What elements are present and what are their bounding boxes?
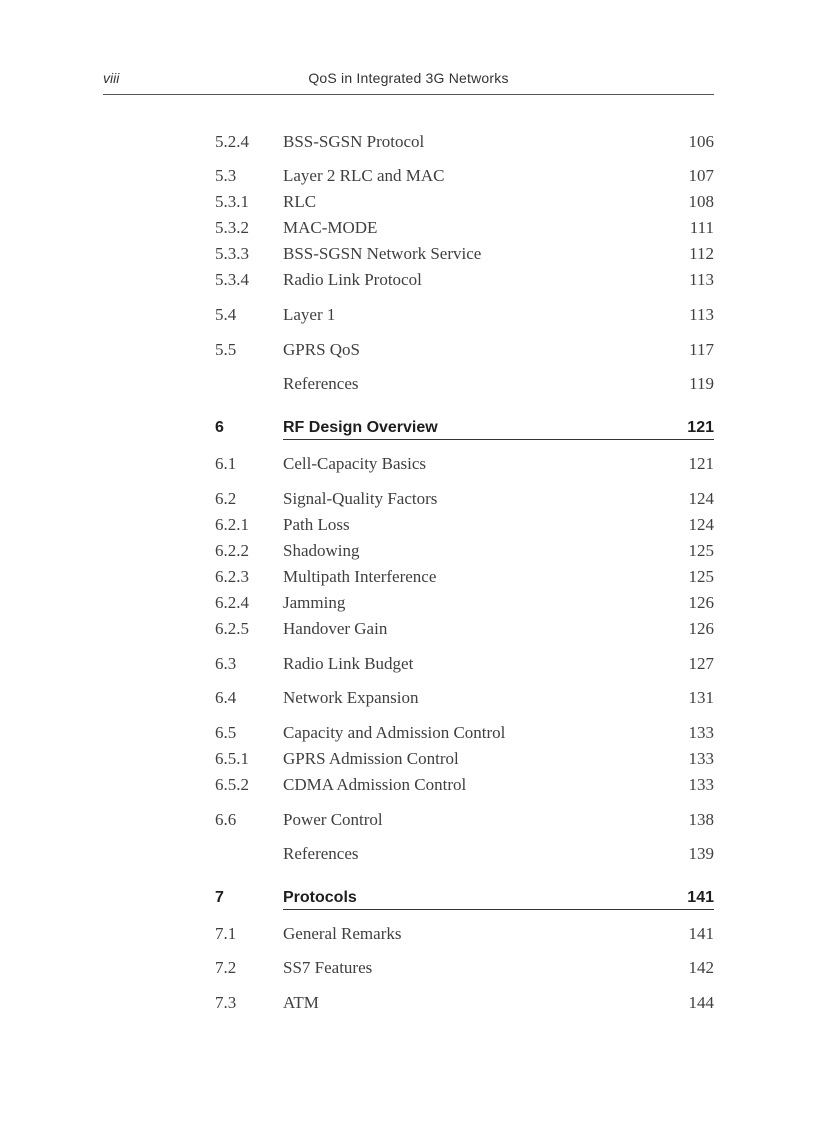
- toc-entry[interactable]: [215, 132, 714, 156]
- section-title: Layer 2 RLC and MAC: [283, 166, 445, 185]
- section-title: SS7 Features: [283, 958, 373, 977]
- toc-entry[interactable]: [215, 305, 714, 329]
- page-number: 141: [688, 924, 714, 943]
- page-number: 119: [689, 374, 714, 393]
- section-number: 6.5: [215, 723, 237, 742]
- section-number: 6.1: [215, 454, 237, 473]
- section-number: 5.3.2: [215, 218, 249, 237]
- toc-entry[interactable]: [215, 270, 714, 294]
- section-title: BSS-SGSN Network Service: [283, 244, 482, 263]
- section-title: Network Expansion: [283, 688, 419, 707]
- section-title: Shadowing: [283, 541, 360, 560]
- section-number: 6.4: [215, 688, 237, 707]
- toc-entry[interactable]: [215, 958, 714, 982]
- section-title: Capacity and Admission Control: [283, 723, 506, 742]
- toc-entry[interactable]: [215, 924, 714, 948]
- toc-entry[interactable]: [215, 374, 714, 398]
- page-number: 133: [688, 723, 714, 742]
- page-number: 127: [688, 654, 714, 673]
- section-title: MAC-MODE: [283, 218, 378, 237]
- page-number: 121: [688, 454, 714, 473]
- section-number: 6.5.2: [215, 775, 249, 794]
- page-number: 133: [688, 749, 714, 768]
- toc-entry[interactable]: [215, 244, 714, 268]
- section-title: BSS-SGSN Protocol: [283, 132, 425, 151]
- toc-entry[interactable]: [215, 515, 714, 539]
- section-number: 5.5: [215, 340, 237, 359]
- toc-entry[interactable]: [215, 619, 714, 643]
- section-title: CDMA Admission Control: [283, 775, 467, 794]
- section-number: 6.3: [215, 654, 237, 673]
- page-number: 144: [688, 993, 714, 1012]
- page-number: 125: [688, 567, 714, 586]
- section-number: 5.4: [215, 305, 237, 324]
- section-title: Radio Link Budget: [283, 654, 414, 673]
- section-number: 6.6: [215, 810, 237, 829]
- section-number: 6.2.4: [215, 593, 249, 612]
- section-number: 5.3.4: [215, 270, 249, 289]
- chapter-number: 7: [215, 889, 224, 906]
- page-number: 141: [687, 889, 714, 906]
- page-number: 124: [688, 489, 714, 508]
- section-number: 6.2.2: [215, 541, 249, 560]
- page-number: 121: [687, 419, 714, 436]
- section-number: 5.3.3: [215, 244, 249, 263]
- chapter-title: Protocols: [283, 889, 357, 906]
- page-number: 138: [688, 810, 714, 829]
- page-number: 111: [689, 218, 714, 237]
- page-number: 126: [688, 619, 714, 638]
- chapter-rule: [283, 439, 714, 440]
- section-number: 5.3: [215, 166, 237, 185]
- toc-entry[interactable]: [215, 654, 714, 678]
- section-number: 5.2.4: [215, 132, 249, 151]
- chapter-entry[interactable]: [215, 889, 714, 913]
- page-number: 126: [688, 593, 714, 612]
- section-number: 7.3: [215, 993, 237, 1012]
- toc-entry[interactable]: [215, 218, 714, 242]
- toc-entry[interactable]: [215, 567, 714, 591]
- section-title: Handover Gain: [283, 619, 388, 638]
- toc-entry[interactable]: [215, 166, 714, 190]
- section-title: Multipath Interference: [283, 567, 437, 586]
- page-number: 112: [689, 244, 714, 263]
- section-title: Cell-Capacity Basics: [283, 454, 427, 473]
- section-title: Path Loss: [283, 515, 350, 534]
- page-number: 124: [688, 515, 714, 534]
- chapter-rule: [283, 909, 714, 910]
- toc-entry[interactable]: [215, 810, 714, 834]
- toc-entry[interactable]: [215, 593, 714, 617]
- toc-entry[interactable]: [215, 993, 714, 1017]
- chapter-entry[interactable]: [215, 419, 714, 443]
- section-title: Power Control: [283, 810, 383, 829]
- page-number: 113: [689, 270, 714, 289]
- toc-entry[interactable]: [215, 541, 714, 565]
- toc-entry[interactable]: [215, 844, 714, 868]
- section-number: 6.5.1: [215, 749, 249, 768]
- toc-entry[interactable]: [215, 723, 714, 747]
- chapter-number: 6: [215, 419, 224, 436]
- section-title: Signal-Quality Factors: [283, 489, 438, 508]
- section-number: 5.3.1: [215, 192, 249, 211]
- page-number: 139: [688, 844, 714, 863]
- page-number: 133: [688, 775, 714, 794]
- page-number: 131: [688, 688, 714, 707]
- section-title: ATM: [283, 993, 319, 1012]
- section-title: Radio Link Protocol: [283, 270, 422, 289]
- section-title: GPRS QoS: [283, 340, 361, 359]
- toc-entry[interactable]: [215, 775, 714, 799]
- section-title: RLC: [283, 192, 317, 211]
- section-title: General Remarks: [283, 924, 402, 943]
- page-number: 107: [688, 166, 714, 185]
- toc-entry[interactable]: [215, 489, 714, 513]
- section-title: Jamming: [283, 593, 346, 612]
- section-number: 7.1: [215, 924, 237, 943]
- page-number: 117: [689, 340, 714, 359]
- toc-entry[interactable]: [215, 340, 714, 364]
- page-number: 125: [688, 541, 714, 560]
- section-number: 6.2.3: [215, 567, 249, 586]
- section-number: 7.2: [215, 958, 237, 977]
- toc-entry[interactable]: [215, 192, 714, 216]
- chapter-title: RF Design Overview: [283, 419, 438, 436]
- page-number: 142: [688, 958, 714, 977]
- page-folio: viii: [103, 70, 120, 86]
- toc-entry[interactable]: [215, 688, 714, 712]
- section-title: GPRS Admission Control: [283, 749, 459, 768]
- page-number: 108: [688, 192, 714, 211]
- toc-entry[interactable]: [215, 749, 714, 773]
- page-number: 106: [688, 132, 714, 151]
- running-title: QoS in Integrated 3G Networks: [308, 70, 509, 86]
- section-number: 6.2.1: [215, 515, 249, 534]
- section-number: 6.2.5: [215, 619, 249, 638]
- section-title: Layer 1: [283, 305, 336, 324]
- section-title: References: [283, 374, 359, 393]
- toc-entry[interactable]: [215, 454, 714, 478]
- section-title: References: [283, 844, 359, 863]
- page-number: 113: [689, 305, 714, 324]
- section-number: 6.2: [215, 489, 237, 508]
